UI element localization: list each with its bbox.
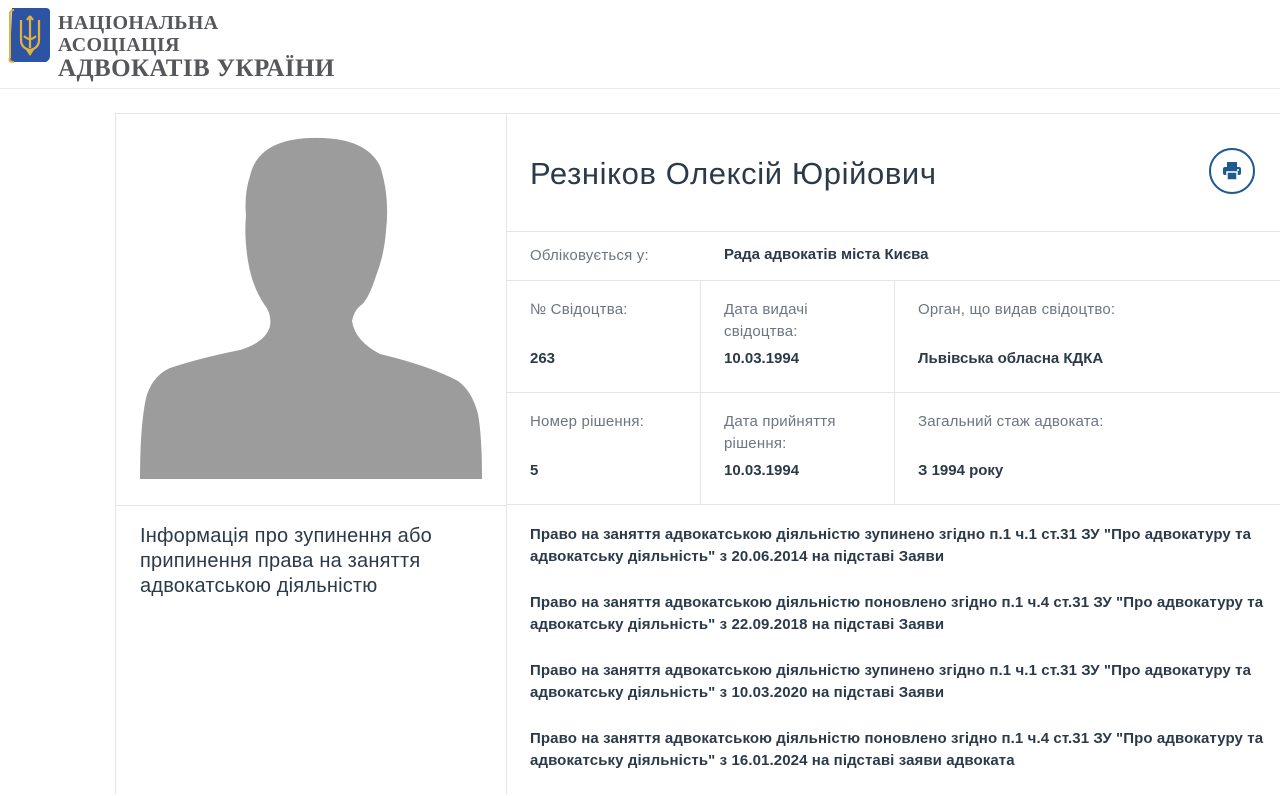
certificate-row bbox=[507, 281, 1280, 393]
suspension-list bbox=[530, 524, 1270, 796]
decision-date-cell bbox=[701, 393, 895, 504]
site-header bbox=[0, 0, 1280, 89]
decision-date-label: Дата прийняття рішення: bbox=[724, 413, 836, 452]
logo-title-line1: НАЦІОНАЛЬНА АСОЦІАЦІЯ bbox=[58, 12, 219, 56]
lawyer-card bbox=[115, 113, 1280, 794]
decision-row bbox=[507, 393, 1280, 505]
logo-title-line2: АДВОКАТІВ УКРАЇНИ bbox=[58, 55, 335, 82]
list-item: Право на заняття адвокатською діяльністю поновлено згідно п.1 ч.4 ст.31 ЗУ "Про адвокатуру та адвокатську діяльність" з 16.01.2024 на підставі заяви адвоката bbox=[530, 730, 1264, 769]
registration-row bbox=[507, 232, 1280, 281]
experience-label: Загальний стаж адвоката: bbox=[918, 413, 1104, 430]
site-logo[interactable] bbox=[0, 0, 340, 82]
list-item: Право на заняття адвокатською діяльністю зупинено згідно п.1 ч.1 ст.31 ЗУ "Про адвокатуру та адвокатську діяльність" з 10.03.2020 на підставі Заяви bbox=[530, 662, 1252, 701]
decision-number-cell bbox=[507, 393, 701, 504]
experience-cell bbox=[895, 393, 1280, 504]
certificate-issuer-cell bbox=[895, 281, 1280, 392]
certificate-number-label: № Свідоцтва: bbox=[530, 301, 628, 318]
list-item: Право на заняття адвокатською діяльністю зупинено згідно п.1 ч.1 ст.31 ЗУ "Про адвокатуру та адвокатську діяльність" з 20.06.2014 на підставі Заяви bbox=[530, 526, 1252, 565]
certificate-date-value: 10.03.1994 bbox=[724, 350, 800, 367]
decision-number-label: Номер рішення: bbox=[530, 413, 645, 430]
suspension-section-heading bbox=[140, 524, 480, 599]
list-item: Право на заняття адвокатською діяльністю поновлено згідно п.1 ч.4 ст.31 ЗУ "Про адвокатуру та адвокатську діяльність" з 22.09.2018 на підставі Заяви bbox=[530, 594, 1264, 633]
certificate-issuer-value: Львівська обласна КДКА bbox=[918, 350, 1104, 367]
lawyer-name: Резніков Олексій Юрійович bbox=[530, 156, 937, 191]
registered-label: Обліковується у: bbox=[530, 247, 649, 264]
column-divider bbox=[506, 505, 507, 794]
logo-text bbox=[58, 12, 340, 82]
certificate-number-value: 263 bbox=[530, 350, 556, 367]
name-row bbox=[507, 114, 1280, 232]
certificate-number-cell bbox=[507, 281, 701, 392]
certificate-issuer-label: Орган, що видав свідоцтво: bbox=[918, 301, 1116, 318]
print-button[interactable] bbox=[1209, 148, 1255, 194]
certificate-date-cell bbox=[701, 281, 895, 392]
printer-icon bbox=[1221, 160, 1243, 182]
person-silhouette-icon bbox=[140, 136, 482, 479]
experience-value: З 1994 року bbox=[918, 462, 1004, 479]
trident-emblem-icon bbox=[6, 6, 52, 64]
suspension-title: Інформація про зупинення або припинення права на заняття адвокатською діяльністю bbox=[140, 525, 432, 597]
decision-date-value: 10.03.1994 bbox=[724, 462, 800, 479]
photo-cell bbox=[116, 114, 507, 506]
decision-number-value: 5 bbox=[530, 462, 539, 479]
registered-value: Рада адвокатів міста Києва bbox=[724, 246, 929, 263]
certificate-date-label: Дата видачі свідоцтва: bbox=[724, 301, 808, 340]
